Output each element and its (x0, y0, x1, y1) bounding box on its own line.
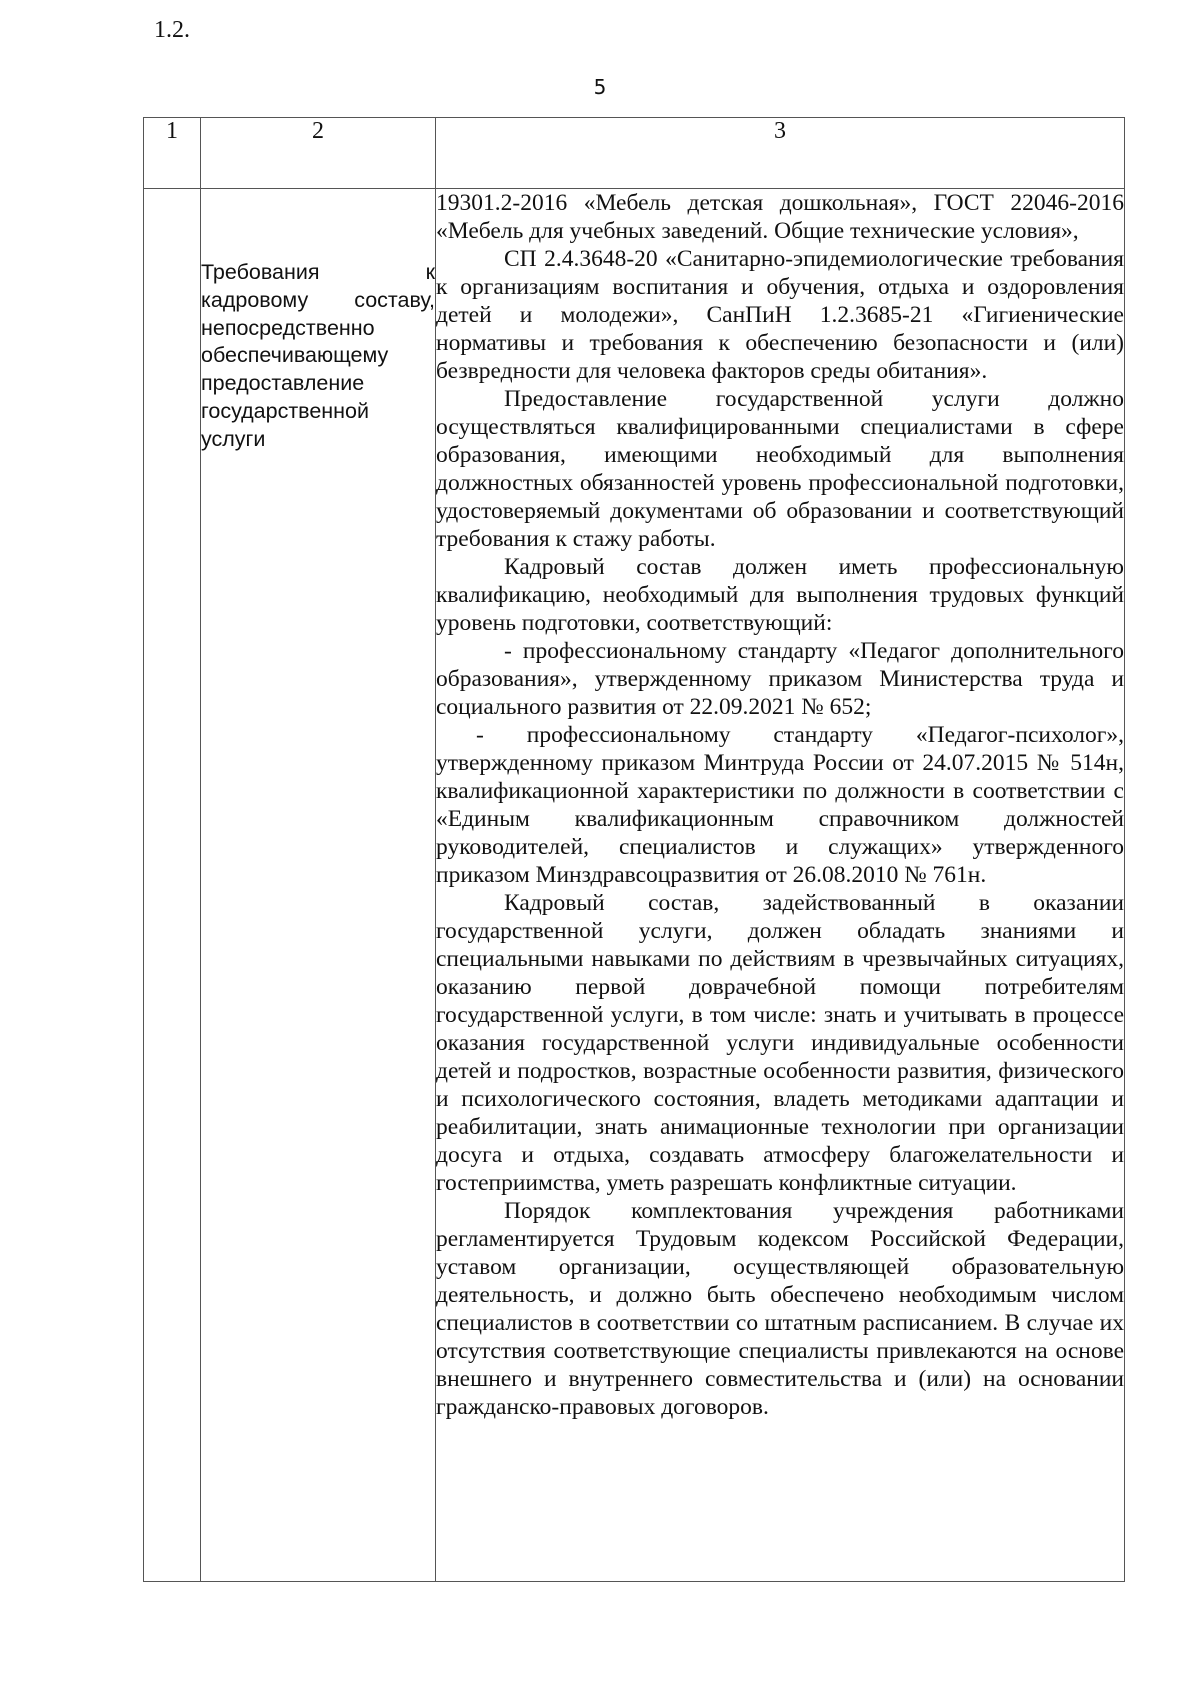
page-number: 5 (593, 75, 607, 99)
table-header-row (144, 118, 1125, 189)
row-number: 1.2. (154, 17, 190, 43)
row-number-cell (144, 17, 201, 1582)
content-paragraph-1: 19301.2-2016 «Мебель детская дошкольная», ГОСТ 22046-2016 «Мебель для учебных заведений. Общие технические условия», (436, 190, 1124, 244)
content-paragraph-4: Кадровый состав должен иметь профессиональную квалификацию, необходимый для выполнения трудовых функций уровень подготовки, соответствующий: (436, 554, 1124, 636)
content-paragraph-2: СП 2.4.3648-20 «Санитарно-эпидемиологические требования к организациям воспитания и обучения, отдыха и оздоровления детей и молодежи», СанПиН 1.2.3685-21 «Гигиенические нормативы и требования к обеспечению безопасности и (или) безвредности для человека факторов среды обитания». (436, 246, 1124, 384)
content-paragraph-3: Предоставление государственной услуги должно осуществляться квалифицированными специалистами в сфере образования, имеющими необходимый для выполнения должностных обязанностей уровень профессиональной подготовки, удостоверяемый документами об образовании и соответствующий требования к стажу работы. (436, 386, 1124, 552)
requirements-table (143, 17, 1125, 1582)
content-paragraph-7: Кадровый состав, задействованный в оказании государственной услуги, должен обладать знаниями и специальными навыками по действиям в чрезвычайных ситуациях, оказанию первой доврачебной помощи потребителям государственной услуги, в том числе: знать и учитывать в процессе оказания государственной услуги индивидуальные особенности детей и подростков, возрастные особенности развития, физического и психологического состояния, владеть методиками адаптации и реабилитации, знать анимационные технологии при организации досуга и отдыха, создавать атмосферу благожелательности и гостеприимства, уметь разрешать конфликтные ситуации. (436, 890, 1124, 1196)
table-row (144, 189, 1125, 1582)
content-cell (436, 189, 1125, 1582)
header-col-1: 1 (144, 118, 201, 189)
content-paragraph-6: - профессиональному стандарту «Педагог-психолог», утвержденному приказом Минтруда России от 24.07.2015 № 514н, квалификационной характеристики по должности в соответствии с «Единым квалификационным справочником должностей руководителей, специалистов и служащих» утвержденного приказом Минздравсоцразвития от 26.08.2010 № 761н. (436, 722, 1124, 888)
requirement-text: Требования к кадровому составу, непосредственно обеспечивающему предоставление государственной услуги (201, 260, 435, 451)
header-col-3: 3 (436, 118, 1125, 189)
content-paragraph-8: Порядок комплектования учреждения работниками регламентируется Трудовым кодексом Российской Федерации, уставом организации, осуществляющей образовательную деятельность, и должно быть обеспечено необходимым числом специалистов в соответствии со штатным расписанием. В случае их отсутствия соответствующие специалисты привлекаются на основе внешнего и внутреннего совместительства и (или) на основании гражданско-правовых договоров. (436, 1198, 1124, 1420)
header-col-2: 2 (201, 118, 436, 189)
content-paragraph-5: - профессиональному стандарту «Педагог дополнительного образования», утвержденному приказом Министерства труда и социального развития от 22.09.2021 № 652; (436, 638, 1124, 720)
requirement-cell (201, 189, 436, 1582)
